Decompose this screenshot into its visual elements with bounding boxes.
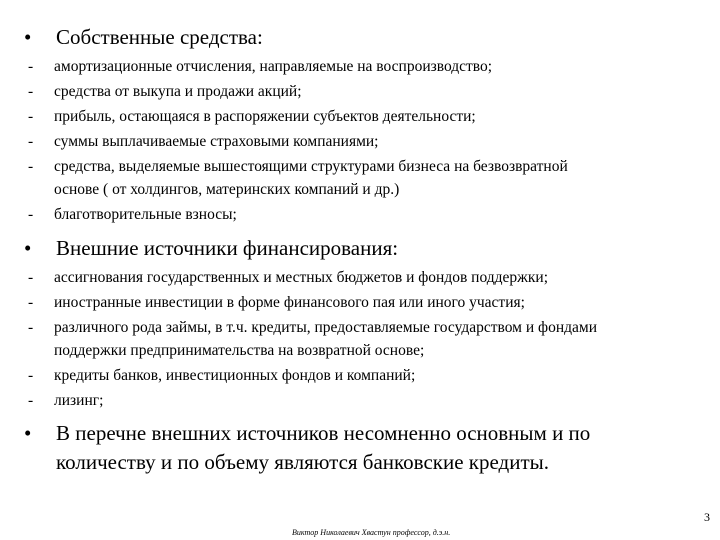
list-item-text: кредиты банков, инвестиционных фондов и компаний; [54,367,416,384]
dash-marker: - [28,319,34,336]
list-item-text: амортизационные отчисления, направляемые на воспроизводство; [54,58,493,75]
dash-marker: - [28,133,34,150]
dash-marker: - [28,108,34,125]
list-item-text: суммы выплачиваемые страховыми компаниями; [54,133,379,150]
list-item-text: прибыль, остающаяся в распоряжении субъектов деятельности; [54,108,476,125]
list-item-text: основе ( от холдингов, материнских компаний и др.) [54,181,400,198]
list-item-text: поддержки предпринимательства на возвратной основе; [54,342,425,359]
list-item-text: благотворительные взносы; [54,206,237,223]
list-item-text: средства, выделяемые вышестоящими структурами бизнеса на безвозвратной [54,158,568,175]
page-number: 3 [704,510,710,524]
list-item-text: лизинг; [54,392,104,409]
dash-marker: - [28,158,34,175]
bullet-icon: • [24,25,32,49]
section-heading-text: Внешние источники финансирования: [56,236,399,260]
dash-marker: - [28,392,34,409]
dash-marker: - [28,294,34,311]
list-item-text: средства от выкупа и продажи акций; [54,83,302,100]
bullet-icon: • [24,421,32,445]
dash-marker: - [28,206,34,223]
summary-line: В перечне внешних источников несомненно основным и по [56,421,591,445]
list-item-text: различного рода займы, в т.ч. кредиты, предоставляемые государством и фондами [54,319,597,336]
list-item-text: ассигнования государственных и местных бюджетов и фондов поддержки; [54,269,549,286]
dash-marker: - [28,58,34,75]
section-heading-text: Собственные средства: [56,25,263,49]
list-item-text: иностранные инвестиции в форме финансового пая или иного участия; [54,294,525,311]
summary-line: количеству и по объему являются банковские кредиты. [56,450,550,474]
bullet-icon: • [24,236,32,260]
summary-text [56,419,716,477]
dash-marker: - [28,83,34,100]
footer-author: Виктор Николаевич Хвастун профессор, д.э.н. [292,528,451,537]
dash-marker: - [28,367,34,384]
dash-marker: - [28,269,34,286]
